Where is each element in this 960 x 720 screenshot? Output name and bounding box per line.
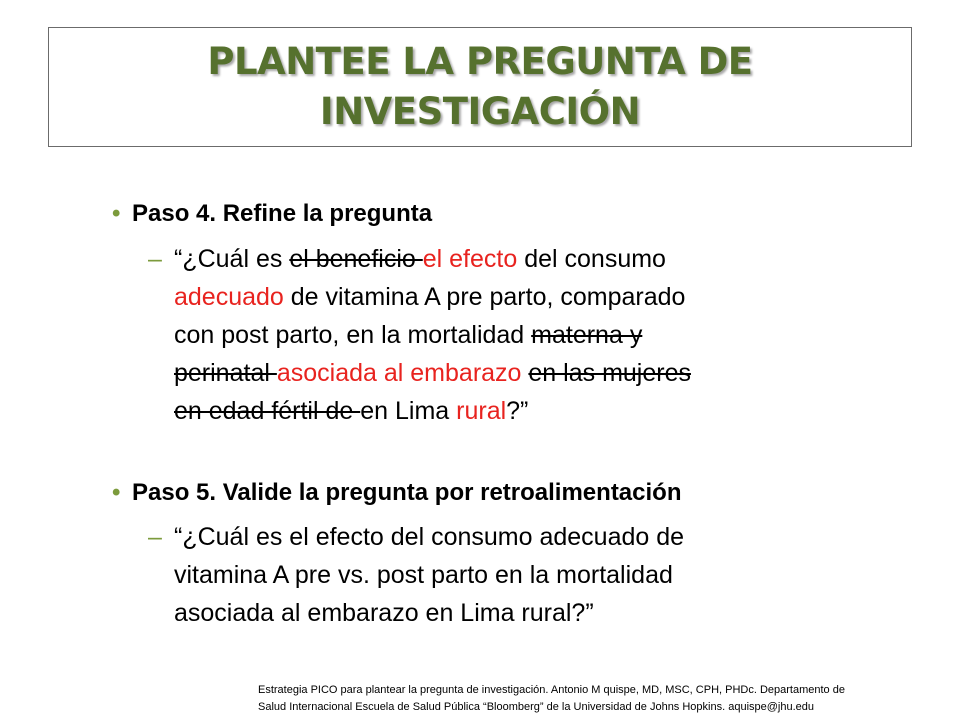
quote-text: ?” bbox=[506, 397, 529, 425]
quote-line bbox=[174, 556, 684, 594]
quote-line bbox=[174, 354, 691, 392]
struck-text: perinatal bbox=[174, 359, 277, 387]
bullet-icon: • bbox=[112, 200, 121, 227]
quote-text: “¿Cuál es bbox=[174, 245, 290, 273]
quote-line bbox=[174, 278, 691, 316]
quote-line bbox=[174, 240, 691, 278]
quote-text: con post parto, en la mortalidad bbox=[174, 321, 532, 349]
quote-text: del consumo bbox=[517, 245, 666, 273]
step-4-quote bbox=[148, 240, 928, 430]
added-text: rural bbox=[456, 397, 507, 425]
step-5-quote-text bbox=[174, 518, 684, 632]
dash-icon: – bbox=[148, 245, 162, 273]
step-4-quote-text bbox=[174, 240, 691, 430]
quote-line bbox=[174, 518, 684, 556]
slide-title-box bbox=[48, 27, 912, 147]
step-4-heading bbox=[112, 199, 432, 229]
footer-line-1: Estrategia PICO para plantear la pregunta de investigación. Antonio M quispe, MD, MSC, CPH, PHDc. Departamento de bbox=[258, 684, 845, 696]
slide-title-line-1: PLANTEE LA PREGUNTA DE bbox=[207, 40, 753, 83]
quote-line bbox=[174, 594, 684, 632]
slide-footer-citation bbox=[258, 682, 938, 716]
quote-text: asociada al embarazo en Lima rural?” bbox=[174, 599, 594, 627]
struck-text: en las mujeres bbox=[528, 359, 691, 387]
step-5-heading-text: Paso 5. Valide la pregunta por retroalimentación bbox=[132, 479, 682, 506]
quote-text: vitamina A pre vs. post parto en la mortalidad bbox=[174, 561, 673, 589]
bullet-icon: • bbox=[112, 479, 121, 506]
slide-title-line-2: INVESTIGACIÓN bbox=[319, 90, 641, 133]
added-text: adecuado bbox=[174, 283, 284, 311]
struck-text: el beneficio bbox=[289, 245, 423, 273]
quote-text: en Lima bbox=[360, 397, 457, 425]
step-5-quote bbox=[148, 518, 928, 638]
step-5-heading bbox=[112, 478, 682, 508]
struck-text: en edad fértil de bbox=[174, 397, 361, 425]
dash-icon: – bbox=[148, 523, 162, 551]
footer-line-2: Salud Internacional Escuela de Salud Pública “Bloomberg” de la Universidad de Johns Hopkins. aquispe@jhu.edu bbox=[258, 701, 815, 713]
added-text: el efecto bbox=[422, 245, 518, 273]
quote-line bbox=[174, 316, 691, 354]
added-text: asociada al embarazo bbox=[276, 359, 522, 387]
struck-text: materna y bbox=[531, 321, 643, 349]
slide-title bbox=[207, 37, 752, 137]
step-4-heading-text: Paso 4. Refine la pregunta bbox=[132, 200, 433, 227]
quote-text: de vitamina A pre parto, comparado bbox=[283, 283, 686, 311]
quote-text: “¿Cuál es el efecto del consumo adecuado de bbox=[174, 523, 685, 551]
quote-line bbox=[174, 392, 691, 430]
